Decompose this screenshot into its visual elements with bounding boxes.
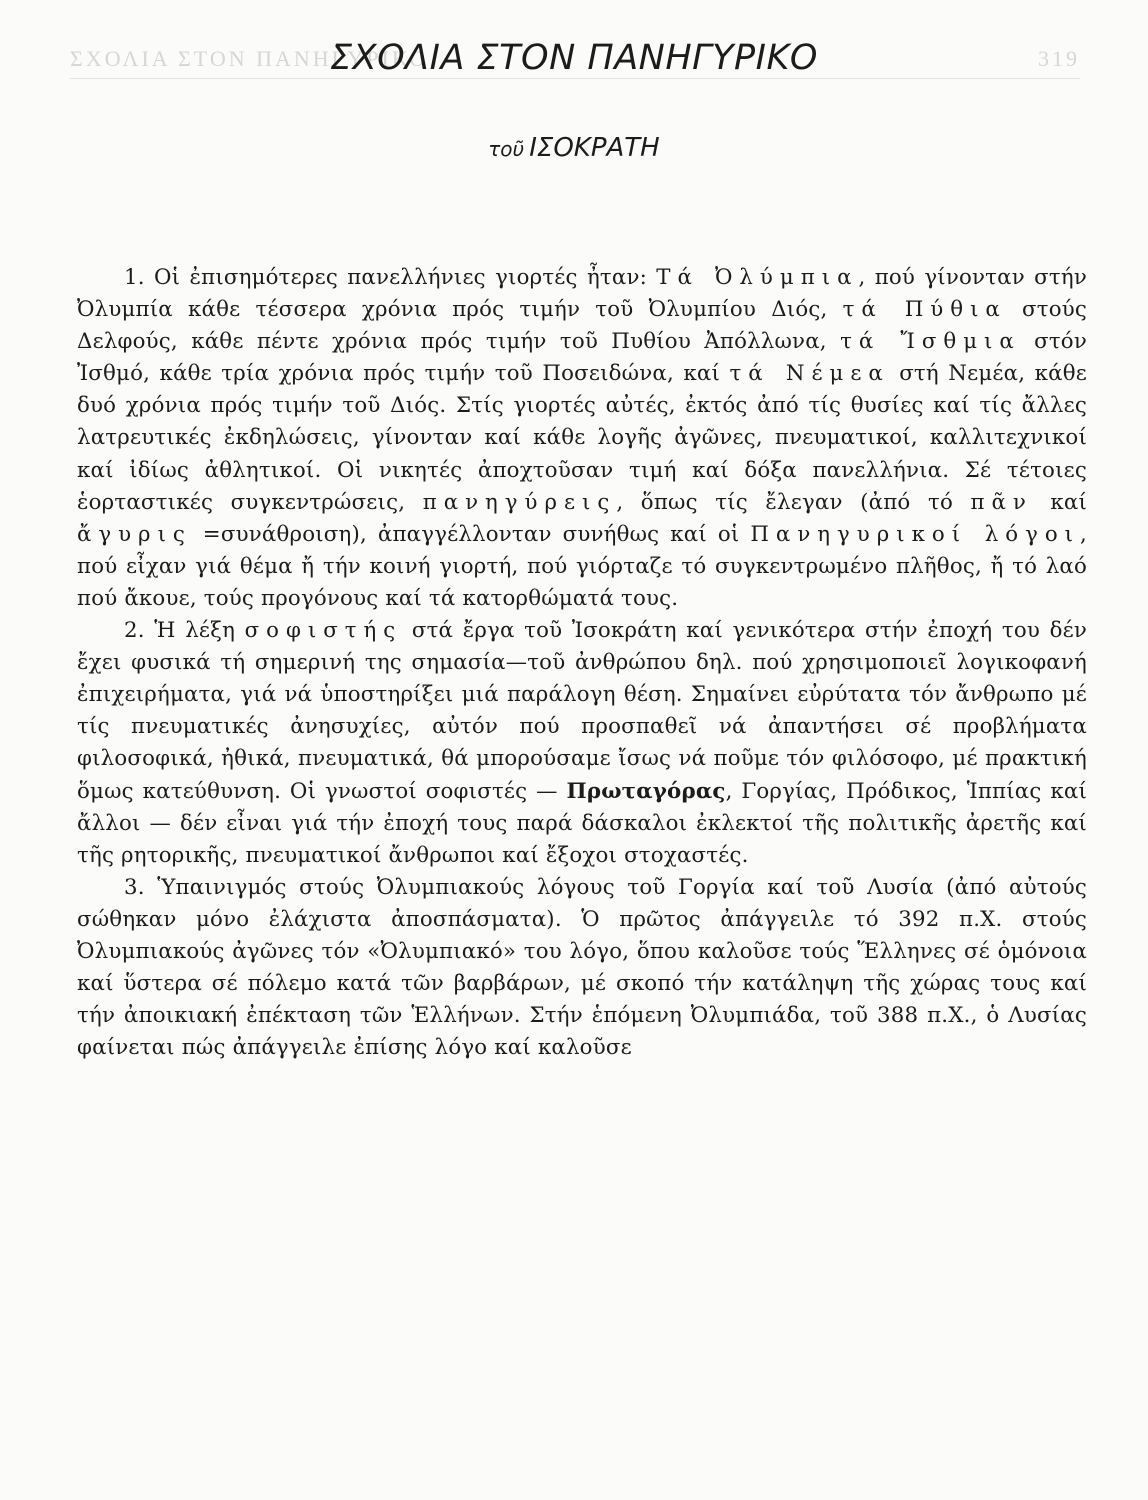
note-2-text: στά ἔργα τοῦ Ἰσοκράτη καί γενικότερα στήν ἐποχή του δέν ἔχει φυσικά τή σημερινή της σημασία—τοῦ ἀνθρώπου δηλ. πού χρησιμοποιεῖ λογικοφανή ἐπιχειρήματα, γιά νά ὑποστηρίξει μιά παράλογη θέση. Σημαίνει εὐρύτατα τόν ἄνθρωπο μέ τίς πνευματικές ἀνησυχίες, αὐτόν πού προσπαθεῖ νά ἀπαντήσει σέ προβλήματα φιλοσοφικά, ἠθικά, πνευματικά, θά μπορούσαμε ἴσως νά ποῦμε τόν φιλόσοφο, μέ πρακτική ὅμως κατεύθυνση. Οἱ γνωστοί σοφιστές — [77, 618, 1087, 804]
note-1-text: καί [1032, 489, 1088, 515]
note-1-text: =συνάθροιση), ἀπαγγέλλονταν συνήθως καί οἱ [191, 521, 751, 547]
note-1-text: στόν Ἰσθμό, κάθε τρία χρόνια πρός τιμήν τοῦ Ποσειδώνα, καί [77, 329, 1087, 387]
spaced-term-panegyreis: πανηγύρεις [422, 489, 617, 515]
bold-term-protagoras: Πρωταγόρας [566, 778, 726, 804]
note-1-text: , πού εἶχαν γιά θέμα ἤ τήν κοινή γιορτή, πού γιόρταζε τό συγκεντρωμένο πλῆθος, ἤ τό λαό πού ἄκουε, τούς προγόνους καί τά κατορθώματά τους. [77, 521, 1088, 611]
spaced-term-panegyrikoi-logoi: Πανηγυρικοί λόγοι [750, 521, 1081, 547]
note-1-text: 1. Οἱ ἐπισημότερες πανελλήνιες γιορτές ἦταν: [124, 265, 657, 290]
subtitle-author: ΙΣΟΚΡΑΤΗ [529, 133, 660, 163]
note-2 [77, 615, 1087, 872]
spaced-term-sophistis: σοφιστής [244, 618, 403, 644]
spaced-term-nemea: τά Νέμεα [729, 361, 890, 387]
spaced-term-pan: πᾶν [970, 489, 1033, 515]
note-2-text: , Γοργίας, Πρόδικος, Ἱππίας καί ἄλλοι — δέν εἶναι γιά τήν ἐποχή τους παρά δάσκαλοι ἐκλεκτοί τῆς πολιτικῆς ἀρετῆς καί τῆς ρητορικῆς, πνευματικοί ἄνθρωποι καί ἔξοχοι στοχαστές. [77, 778, 1087, 868]
note-1-text: στούς Δελφούς, κάθε πέντε χρόνια πρός τιμήν τοῦ Πυθίου Ἀπόλλωνα, [77, 297, 1087, 355]
note-1 [77, 262, 1087, 615]
spaced-term-isthmia: τά Ἴσθμια [840, 329, 1021, 355]
note-1-text: στή Νεμέα, κάθε δυό χρόνια πρός τιμήν τοῦ Διός. Στίς γιορτές αὐτές, ἐκτός ἀπό τίς θυσίες καί τίς ἄλλες λατρευτικές ἐκδηλώσεις, γίνονταν καί κάθε λογῆς ἀγῶνες, πνευματικοί, καλλιτεχνικοί καί ἰδίως ἀθλητικοί. Οἱ νικητές ἀποχτοῦσαν τιμή καί δόξα πανελλήνια. Σέ τέτοιες ἑορταστικές συγκεντρώσεις, [77, 361, 1087, 515]
note-2-text: 2. Ἡ λέξη [124, 618, 245, 644]
bleed-through-header-text: ΣΧΟΛΙΑ ΣΤΟΝ ΠΑΝΗΓΥΡΙΚΟ [70, 46, 429, 71]
note-1-text: , πού γίνονταν στήν Ὀλυμπία κάθε τέσσερα χρόνια πρός τιμήν τοῦ Ὀλυμπίου Διός, [77, 265, 1087, 323]
note-3: 3. Ὑπαινιγμός στούς Ὀλυμπιακούς λόγους τοῦ Γοργία καί τοῦ Λυσία (ἀπό αὐτούς σώθηκαν μόνο ἐλάχιστα ἀποσπάσματα). Ὁ πρῶτος ἀπάγγειλε τό 392 π.Χ. στούς Ὀλυμπιακούς ἀγῶνες τόν «Ὀλυμπιακό» του λόγο, ὅπου καλοῦσε τούς Ἕλληνες σέ ὁμόνοια καί ὕστερα σέ πόλεμο κατά τῶν βαρβάρων, μέ σκοπό τήν κατάληψη τῆς χώρας τους καί τήν ἀποικιακή ἐπέκταση τῶν Ἑλλήνων. Στήν ἑπόμενη Ὀλυμπιάδα, τοῦ 388 π.Χ., ὁ Λυσίας φαίνεται πώς ἀπάγγειλε ἐπίσης λόγο καί καλοῦσε [77, 874, 1087, 1061]
spaced-term-agyris: ἄγυρις [77, 521, 192, 547]
page-title: ΣΧΟΛΙΑ ΣΤΟΝ ΠΑΝΗΓΥΡΙΚΟ [330, 38, 818, 78]
spaced-term-pythia: τά Πύθια [842, 297, 1007, 323]
page-subtitle [0, 133, 1148, 163]
note-1-text: , ὅπως τίς ἔλεγαν (ἀπό τό [616, 489, 971, 515]
bleed-through-page-number: 319 [1038, 46, 1080, 71]
spaced-term-olympia: Τά Ὀλύμπια [656, 265, 859, 290]
subtitle-prefix: τοῦ [488, 137, 525, 161]
notes-body [77, 262, 1087, 1064]
